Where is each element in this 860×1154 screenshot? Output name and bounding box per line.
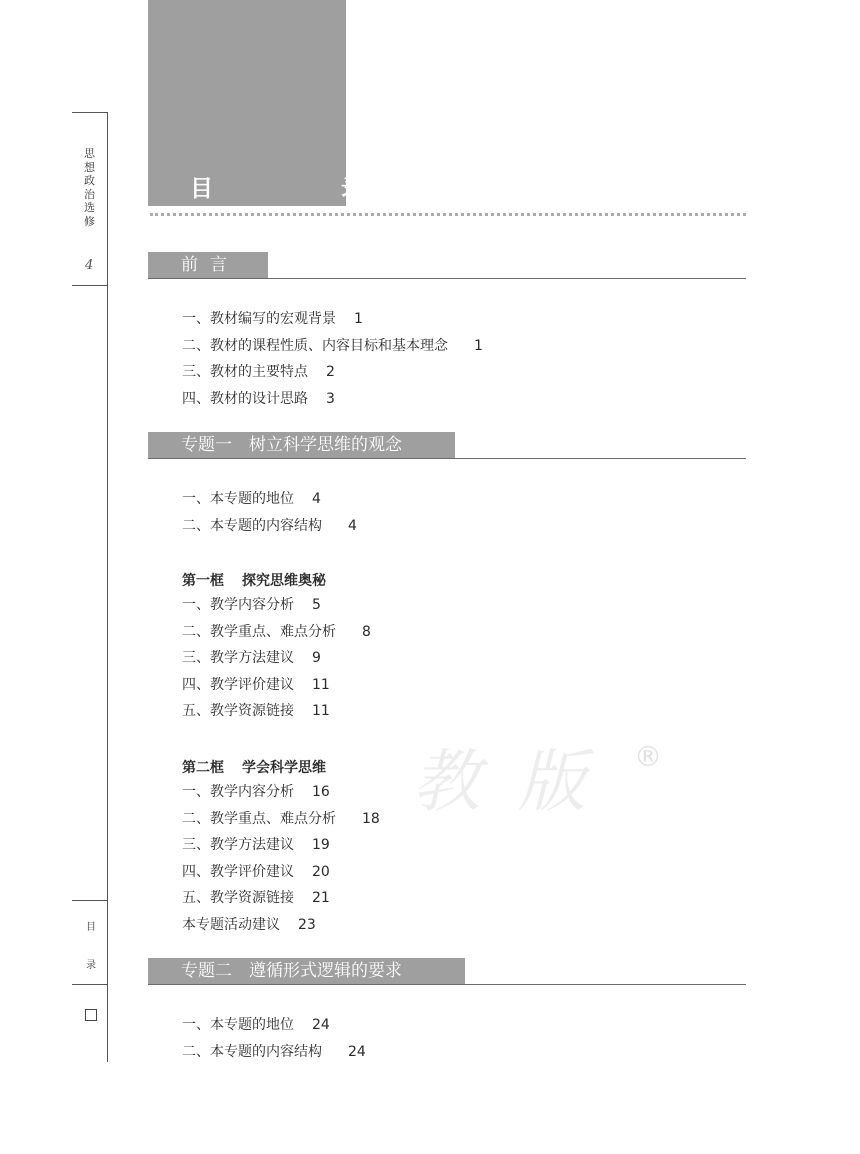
toc-list-topic1 xyxy=(182,486,357,539)
toc-page-number: 19 xyxy=(312,837,330,854)
toc-page-number: 1 xyxy=(354,311,363,327)
toc-list-frame2 xyxy=(182,779,380,939)
toc-entry[interactable] xyxy=(182,912,380,939)
toc-entry-title: 本专题活动建议 xyxy=(182,916,280,933)
toc-list-topic2 xyxy=(182,1012,366,1065)
toc-entry-title: 二、教学重点、难点分析 xyxy=(182,810,336,827)
sidebar-volume: 4 xyxy=(85,258,94,273)
toc-entry[interactable] xyxy=(182,513,357,540)
toc-page-number: 4 xyxy=(348,517,357,534)
frame-name: 探究思维奥秘 xyxy=(242,573,326,589)
sidebar-divider xyxy=(72,984,108,985)
toc-list-preface xyxy=(182,306,483,412)
publisher-watermark: 教 版 xyxy=(412,743,594,822)
toc-entry-title: 三、教学方法建议 xyxy=(182,837,294,854)
page-marker-box xyxy=(85,1009,97,1021)
toc-page-number: 20 xyxy=(312,863,330,880)
toc-page-number: 5 xyxy=(312,597,321,613)
toc-page-number: 1 xyxy=(474,337,483,354)
frame-name: 学会科学思维 xyxy=(242,760,326,776)
toc-page-number: 24 xyxy=(312,1017,330,1033)
toc-entry-title: 二、本专题的内容结构 xyxy=(182,1043,322,1060)
toc-entry[interactable] xyxy=(182,306,483,333)
toc-entry[interactable] xyxy=(182,386,483,413)
toc-entry[interactable] xyxy=(182,859,380,886)
section-header-preface: 前言 xyxy=(148,252,268,278)
toc-page-number: 16 xyxy=(312,784,330,800)
toc-page-number: 3 xyxy=(326,390,335,407)
toc-entry-title: 四、教学评价建议 xyxy=(182,863,294,880)
toc-page-number: 24 xyxy=(348,1043,366,1060)
toc-entry[interactable] xyxy=(182,1039,366,1066)
toc-entry-title: 一、教材编写的宏观背景 xyxy=(182,311,336,327)
toc-entry[interactable] xyxy=(182,645,371,672)
sidebar-book-title: 思想政治选修 xyxy=(84,147,95,228)
dotted-divider xyxy=(150,213,746,216)
frame-title xyxy=(182,570,326,590)
frame-label: 第二框 xyxy=(182,760,224,776)
section-rule xyxy=(148,984,746,985)
toc-entry-title: 五、教学资源链接 xyxy=(182,703,294,720)
section-rule xyxy=(148,458,746,459)
toc-entry[interactable] xyxy=(182,333,483,360)
sidebar-divider xyxy=(72,112,108,113)
toc-page-number: 18 xyxy=(362,810,380,827)
sidebar-divider xyxy=(72,900,108,901)
toc-entry[interactable] xyxy=(182,1012,366,1039)
sidebar-divider xyxy=(72,285,108,286)
toc-entry[interactable] xyxy=(182,832,380,859)
toc-entry[interactable] xyxy=(182,359,483,386)
toc-entry-title: 三、教学方法建议 xyxy=(182,650,294,667)
toc-entry-title: 一、教学内容分析 xyxy=(182,784,294,800)
toc-page-number: 4 xyxy=(312,491,321,507)
section-rule xyxy=(148,278,746,279)
toc-entry-title: 一、本专题的地位 xyxy=(182,491,294,507)
toc-page-number: 11 xyxy=(312,703,330,720)
toc-entry-title: 四、教材的设计思路 xyxy=(182,390,308,407)
toc-entry[interactable] xyxy=(182,486,357,513)
frame-title xyxy=(182,757,326,777)
page-title: 目 录 xyxy=(190,176,425,202)
toc-entry-title: 一、教学内容分析 xyxy=(182,597,294,613)
frame-label: 第一框 xyxy=(182,573,224,589)
toc-entry-title: 一、本专题的地位 xyxy=(182,1017,294,1033)
toc-entry-title: 二、本专题的内容结构 xyxy=(182,517,322,534)
toc-entry-title: 五、教学资源链接 xyxy=(182,890,294,907)
toc-entry-title: 二、教学重点、难点分析 xyxy=(182,623,336,640)
toc-list-frame1 xyxy=(182,592,371,725)
toc-entry-title: 三、教材的主要特点 xyxy=(182,364,308,381)
toc-page-number: 21 xyxy=(312,890,330,907)
toc-page-number: 9 xyxy=(312,650,321,667)
toc-page-number: 11 xyxy=(312,676,330,693)
sidebar-toc-label: 目 xyxy=(86,922,96,933)
toc-entry[interactable] xyxy=(182,885,380,912)
section-header-topic2: 专题二 遵循形式逻辑的要求 xyxy=(148,958,465,984)
toc-entry[interactable] xyxy=(182,592,371,619)
toc-entry-title: 二、教材的课程性质、内容目标和基本理念 xyxy=(182,337,448,354)
sidebar-rule xyxy=(107,112,108,1062)
toc-entry[interactable] xyxy=(182,806,380,833)
toc-entry[interactable] xyxy=(182,672,371,699)
registered-mark: ® xyxy=(634,740,662,773)
toc-entry-title: 四、教学评价建议 xyxy=(182,676,294,693)
section-header-topic1: 专题一 树立科学思维的观念 xyxy=(148,432,455,458)
toc-page-number: 23 xyxy=(298,916,316,933)
toc-page-number: 8 xyxy=(362,623,371,640)
toc-page-number: 2 xyxy=(326,364,335,381)
toc-entry[interactable] xyxy=(182,698,371,725)
sidebar-toc-label: 录 xyxy=(86,960,96,971)
toc-entry[interactable] xyxy=(182,779,380,806)
toc-entry[interactable] xyxy=(182,619,371,646)
